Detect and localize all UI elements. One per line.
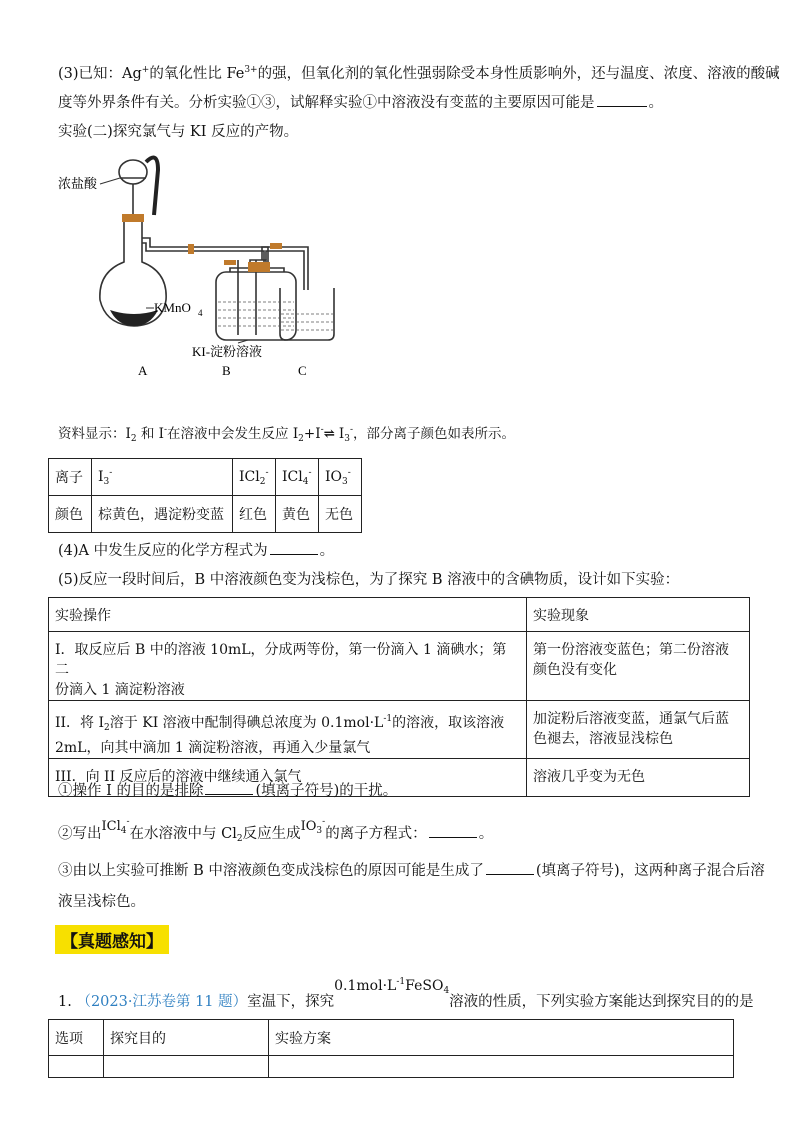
cell-line: 色褪去，溶液显浅棕色 [533,731,673,747]
table-cell [49,701,527,759]
subscript: 4 [443,986,450,996]
sub1-text: ①操作 I 的目的是排除 [58,783,204,799]
q3-text: 的强，但氧化剂的氧化性强弱除受本身性质影响外，还与温度、浓度、溶液的酸碱 [257,66,780,82]
cell-line: 加淀粉后溶液变蓝，通氯气后蓝 [533,711,729,727]
superscript: - [320,425,324,435]
sub2-text: 的离子方程式： [325,826,427,842]
formula-text: FeSO [405,978,444,994]
table-row [49,1020,734,1056]
table-cell [104,1056,269,1078]
question-number: 1. [58,994,72,1010]
sub3-text: ③由以上实验可推断 B 中溶液颜色变成浅棕色的原因可能是生成了 [58,863,484,879]
table-cell: $I_3^-$ [92,459,233,496]
sub-question-1 [58,780,397,801]
sub-question-3-line1 [58,860,765,881]
table-cell [269,1056,734,1078]
apparatus-diagram [58,150,378,380]
funnel-icon [119,160,147,184]
sub3-text: (填离子符号)，这两种离子混合后溶 [535,863,765,879]
sub2-text: 。 [478,826,494,842]
table-cell: 棕黄色，遇淀粉变蓝 [92,496,233,533]
label-ki-starch: KI-淀粉溶液 [192,344,263,359]
table-cell: III．向 II 反应后的溶液中继续通入氯气 [49,759,527,797]
ion-symbol: IO [325,468,343,485]
table-cell: $IO_3^-$ [319,459,362,496]
answer-blank[interactable] [486,860,534,875]
cell-text: 溶于 KI 溶液中配制得碘总浓度为 0.1mol·L [109,715,384,731]
table-cell [49,632,527,701]
table-row [49,701,750,759]
section-heading: 【真题感知】 [55,925,169,954]
subscript: 2 [298,434,304,444]
sub2-text: 反应生成 [242,826,301,842]
superscript: -1 [383,714,393,724]
q3-text: 度等外界条件有关。分析实验①③，试解释实验①中溶液没有变蓝的主要原因可能是 [58,95,595,111]
superscript: - [322,817,326,827]
info-text: I [338,426,345,442]
sub-question-2 [58,817,494,849]
table-cell: ICl$_4$- [276,459,319,496]
label-a: A [138,363,148,378]
info-text: 资料显示：I [58,426,131,442]
label-b: B [222,363,231,378]
ion-symbol: I [98,468,104,485]
info-text: 在溶液中会发生反应 I [167,426,299,442]
equilibrium-arrow-icon: ⇌ [323,426,335,442]
cell-line: 颜色没有变化 [533,662,617,678]
table-cell: ICl$_2$- [233,459,276,496]
table-cell [527,632,750,701]
label-kmno4-sub: 4 [198,308,203,318]
cell-text: II．将 I [55,715,105,731]
table-cell: 无色 [319,496,362,533]
ion-symbol: ICl [239,468,260,485]
ion-formula [102,819,130,834]
table-row [49,459,362,496]
table-row [49,1056,734,1078]
table-cell: 红色 [233,496,276,533]
sub2-text: 在水溶液中与 Cl [129,826,237,842]
table-row [49,598,750,632]
table-header-cell: 实验方案 [269,1020,734,1056]
q4-text: 。 [319,543,335,559]
info-text: +I [303,426,321,442]
table-cell: 黄色 [276,496,319,533]
concentration-formula [334,978,449,994]
answer-blank[interactable] [205,780,253,795]
subscript: 2 [104,723,110,733]
q3-text: 。 [648,95,663,111]
table-cell [49,1056,104,1078]
subscript: 3 [342,476,348,487]
q5-line: (5)反应一段时间后，B 中溶液颜色变为浅棕色，为了探究 B 溶液中的含碘物质，设计如下实验： [58,572,680,588]
table-row [49,496,362,533]
ion-symbol: IO [300,819,317,834]
cell-line: 2mL，向其中滴加 1 滴淀粉溶液，再通入少量氯气 [55,740,371,756]
q3-line2 [58,92,663,113]
q1-options-table [48,1019,734,1078]
q1-text: 溶液的性质，下列实验方案能达到探究目的的是 [449,994,754,1010]
answer-blank[interactable] [597,92,647,107]
table-header-cell: 实验现象 [527,598,750,632]
subscript: 4 [120,826,127,836]
table-cell: 离子 [49,459,92,496]
subscript: 3 [344,434,350,444]
sub1-text: (填离子符号)的干扰。 [255,783,398,799]
subscript: 4 [302,476,309,487]
superscript: + [141,65,150,75]
superscript: 3+ [244,65,258,75]
q4-text: (4)A 中发生反应的化学方程式为 [58,543,268,559]
sub-question-3-line2: 液呈浅棕色。 [58,894,145,910]
table-row [49,632,750,701]
ion-color-table [48,458,362,533]
table-cell [527,701,750,759]
sub2-text: ②写出 [58,826,102,842]
table-header-cell: 探究目的 [104,1020,269,1056]
superscript: - [126,817,130,827]
cell-line [55,709,520,738]
cell-line: I．取反应后 B 中的溶液 10mL，分成两等份，第一份滴入 1 滴碘水；第二 [55,642,507,678]
answer-blank[interactable] [429,823,477,838]
ion-symbol: ICl [282,468,303,485]
answer-blank[interactable] [270,540,318,555]
q1-text: 室温下，探究 [247,994,335,1010]
subscript: 3 [316,826,323,836]
superscript: -1 [396,977,406,987]
superscript: - [350,425,354,435]
table-header-cell: 实验操作 [49,598,527,632]
info-line [58,420,515,449]
ion-symbol: ICl [101,819,121,834]
experiment2-title: 实验(二)探究氯气与 KI 反应的产物。 [58,124,299,140]
info-text: ，部分离子颜色如表所示。 [353,426,516,442]
table-header-cell: 选项 [49,1020,104,1056]
cell-line: 第一份溶液变蓝色；第二份溶液 [533,642,729,658]
label-c: C [298,363,307,378]
q4-line [58,540,334,561]
q3-text: 的氧化性比 Fe [149,66,245,82]
formula-text: 0.1mol·L [334,978,397,994]
experiment-table [48,597,750,797]
ion-formula [301,819,326,834]
q3-text: (3)已知：Ag [58,66,142,82]
subscript: 2 [259,476,266,487]
label-acid: 浓盐酸 [58,176,98,191]
subscript: 3 [103,476,110,487]
table-cell: 溶液几乎变为无色 [527,759,750,797]
q3-line1 [58,60,780,84]
subscript: 2 [130,434,137,444]
info-text: 和 I [136,426,164,442]
cell-text: 的溶液，取该溶液 [392,715,505,731]
question-source: （2023·江苏卷第 11 题） [76,994,248,1010]
label-kmno4: KMnO [154,300,191,315]
cell-line: 份滴入 1 滴淀粉溶液 [55,682,185,698]
subscript: 2 [236,834,243,844]
superscript: - [164,425,168,435]
table-cell: 颜色 [49,496,92,533]
